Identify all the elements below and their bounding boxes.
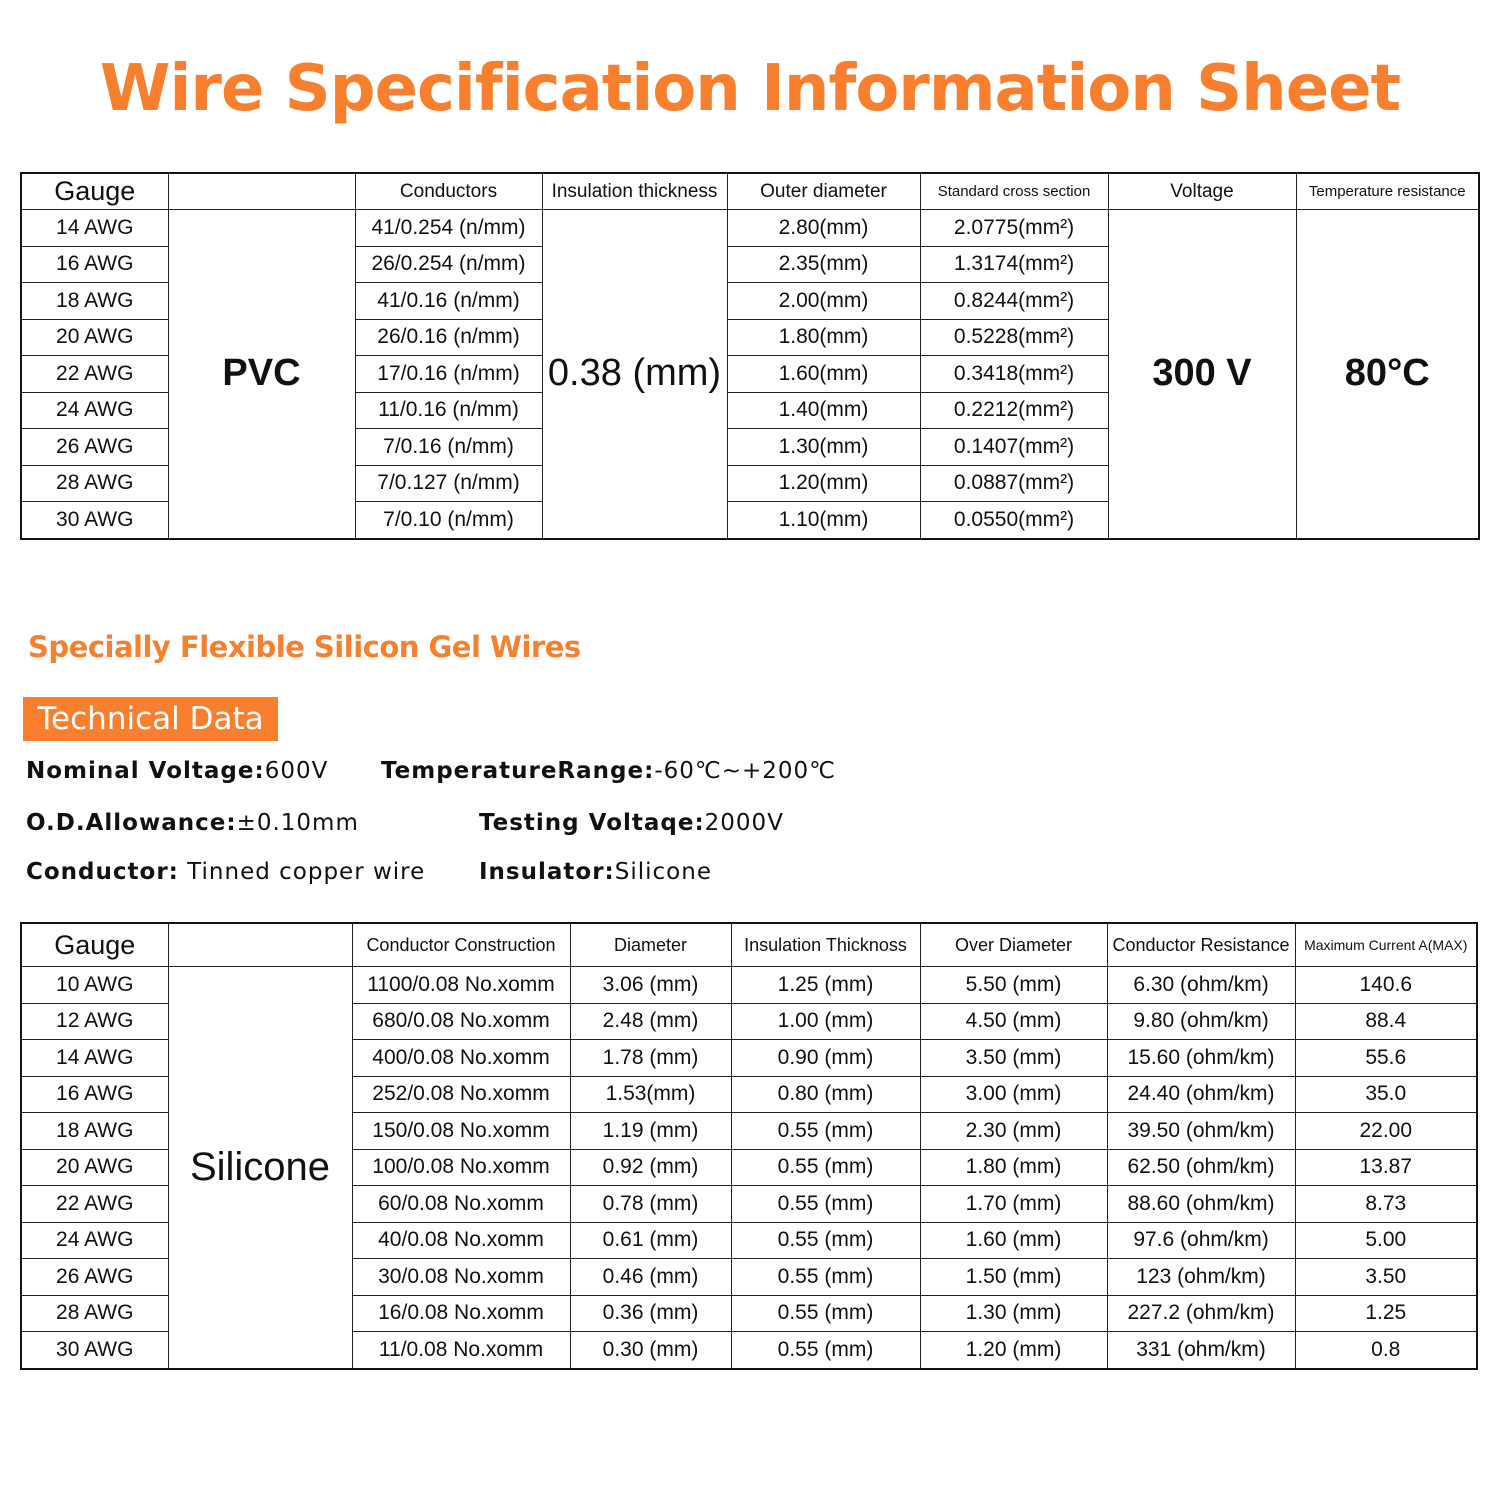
gauge-cell: 28 AWG (21, 1295, 168, 1332)
resistance-cell: 331 (ohm/km) (1107, 1332, 1295, 1369)
conductors-cell: 17/0.16 (n/mm) (355, 356, 542, 393)
pvc-header-gauge: Gauge (21, 173, 168, 210)
max-current-cell: 3.50 (1295, 1259, 1477, 1296)
construction-cell: 40/0.08 No.xomm (352, 1222, 570, 1259)
material-cell: Silicone (168, 967, 352, 1369)
spec-value: Tinned copper wire (178, 859, 426, 885)
insulation-cell: 0.55 (mm) (731, 1149, 920, 1186)
max-current-cell: 0.8 (1295, 1332, 1477, 1369)
technical-data-badge: Technical Data (23, 697, 278, 741)
gauge-cell: 14 AWG (21, 210, 168, 247)
silicone-header-material (168, 923, 352, 967)
conductors-cell: 41/0.254 (n/mm) (355, 210, 542, 247)
max-current-cell: 8.73 (1295, 1186, 1477, 1223)
pvc-header-outer-diameter: Outer diameter (727, 173, 920, 210)
over-diameter-cell: 5.50 (mm) (920, 967, 1107, 1004)
diameter-cell: 1.53(mm) (570, 1076, 731, 1113)
insulation-cell: 1.00 (mm) (731, 1003, 920, 1040)
spec-value: 2000V (704, 810, 784, 836)
gauge-cell: 22 AWG (21, 1186, 168, 1223)
conductors-cell: 7/0.127 (n/mm) (355, 465, 542, 502)
gauge-cell: 14 AWG (21, 1040, 168, 1077)
insulation-cell: 0.55 (mm) (731, 1222, 920, 1259)
cross-section-cell: 0.2212(mm²) (920, 392, 1108, 429)
outer-diameter-cell: 2.35(mm) (727, 246, 920, 283)
pvc-header-conductors: Conductors (355, 173, 542, 210)
diameter-cell: 0.30 (mm) (570, 1332, 731, 1369)
silicone-header-resistance: Conductor Resistance (1107, 923, 1295, 967)
construction-cell: 100/0.08 No.xomm (352, 1149, 570, 1186)
diameter-cell: 0.36 (mm) (570, 1295, 731, 1332)
outer-diameter-cell: 1.30(mm) (727, 429, 920, 466)
silicone-header-insulation: Insulation Thicknoss (731, 923, 920, 967)
gauge-cell: 26 AWG (21, 429, 168, 466)
cross-section-cell: 0.0887(mm²) (920, 465, 1108, 502)
spec-value: 600V (264, 758, 329, 784)
spec-label: Nominal Voltage: (26, 758, 265, 784)
insulation-cell: 0.55 (mm) (731, 1295, 920, 1332)
gauge-cell: 30 AWG (21, 502, 168, 539)
conductors-cell: 7/0.16 (n/mm) (355, 429, 542, 466)
temperature-range-spec (381, 758, 836, 784)
insulator-spec (479, 859, 712, 885)
max-current-cell: 22.00 (1295, 1113, 1477, 1150)
resistance-cell: 88.60 (ohm/km) (1107, 1186, 1295, 1223)
over-diameter-cell: 1.20 (mm) (920, 1332, 1107, 1369)
page-title: Wire Specification Information Sheet (99, 52, 1401, 126)
cross-section-cell: 0.0550(mm²) (920, 502, 1108, 539)
cross-section-cell: 0.3418(mm²) (920, 356, 1108, 393)
insulation-cell: 0.55 (mm) (731, 1186, 920, 1223)
gauge-cell: 28 AWG (21, 465, 168, 502)
construction-cell: 400/0.08 No.xomm (352, 1040, 570, 1077)
diameter-cell: 1.78 (mm) (570, 1040, 731, 1077)
silicone-header-max-current: Maximum Current A(MAX) (1295, 923, 1477, 967)
resistance-cell: 227.2 (ohm/km) (1107, 1295, 1295, 1332)
gauge-cell: 16 AWG (21, 1076, 168, 1113)
cross-section-cell: 0.8244(mm²) (920, 283, 1108, 320)
spec-label: TemperatureRange: (381, 758, 655, 784)
resistance-cell: 62.50 (ohm/km) (1107, 1149, 1295, 1186)
max-current-cell: 5.00 (1295, 1222, 1477, 1259)
construction-cell: 30/0.08 No.xomm (352, 1259, 570, 1296)
insulation-cell: 1.25 (mm) (731, 967, 920, 1004)
pvc-header-material (168, 173, 355, 210)
outer-diameter-cell: 1.80(mm) (727, 319, 920, 356)
spec-label: O.D.Allowance: (26, 810, 237, 836)
over-diameter-cell: 1.50 (mm) (920, 1259, 1107, 1296)
over-diameter-cell: 2.30 (mm) (920, 1113, 1107, 1150)
diameter-cell: 0.92 (mm) (570, 1149, 731, 1186)
resistance-cell: 39.50 (ohm/km) (1107, 1113, 1295, 1150)
pvc-header-temperature: Temperature resistance (1296, 173, 1479, 210)
spec-value: -60℃~+200℃ (654, 758, 836, 784)
resistance-cell: 9.80 (ohm/km) (1107, 1003, 1295, 1040)
gauge-cell: 20 AWG (21, 319, 168, 356)
construction-cell: 252/0.08 No.xomm (352, 1076, 570, 1113)
cross-section-cell: 2.0775(mm²) (920, 210, 1108, 247)
nominal-voltage-spec (26, 758, 328, 784)
max-current-cell: 1.25 (1295, 1295, 1477, 1332)
construction-cell: 16/0.08 No.xomm (352, 1295, 570, 1332)
max-current-cell: 35.0 (1295, 1076, 1477, 1113)
conductors-cell: 41/0.16 (n/mm) (355, 283, 542, 320)
resistance-cell: 15.60 (ohm/km) (1107, 1040, 1295, 1077)
spec-label: Conductor: (26, 859, 179, 885)
conductor-spec (26, 859, 425, 885)
over-diameter-cell: 1.60 (mm) (920, 1222, 1107, 1259)
max-current-cell: 88.4 (1295, 1003, 1477, 1040)
od-allowance-spec (26, 810, 359, 836)
resistance-cell: 24.40 (ohm/km) (1107, 1076, 1295, 1113)
insulation-cell: 0.80 (mm) (731, 1076, 920, 1113)
construction-cell: 1100/0.08 No.xomm (352, 967, 570, 1004)
outer-diameter-cell: 1.40(mm) (727, 392, 920, 429)
silicone-header-row (21, 923, 1477, 967)
insulation-cell: 0.55 (mm) (731, 1332, 920, 1369)
over-diameter-cell: 1.70 (mm) (920, 1186, 1107, 1223)
silicone-header-construction: Conductor Construction (352, 923, 570, 967)
gauge-cell: 24 AWG (21, 1222, 168, 1259)
construction-cell: 150/0.08 No.xomm (352, 1113, 570, 1150)
over-diameter-cell: 3.00 (mm) (920, 1076, 1107, 1113)
diameter-cell: 2.48 (mm) (570, 1003, 731, 1040)
pvc-header-insulation: Insulation thickness (542, 173, 727, 210)
spec-value: ±0.10mm (236, 810, 359, 836)
insulation-cell: 0.55 (mm) (731, 1259, 920, 1296)
cross-section-cell: 0.5228(mm²) (920, 319, 1108, 356)
over-diameter-cell: 1.80 (mm) (920, 1149, 1107, 1186)
resistance-cell: 6.30 (ohm/km) (1107, 967, 1295, 1004)
diameter-cell: 3.06 (mm) (570, 967, 731, 1004)
spec-label: Insulator: (479, 859, 615, 885)
spec-label: Testing Voltaqe: (479, 810, 705, 836)
over-diameter-cell: 4.50 (mm) (920, 1003, 1107, 1040)
outer-diameter-cell: 1.10(mm) (727, 502, 920, 539)
over-diameter-cell: 3.50 (mm) (920, 1040, 1107, 1077)
pvc-header-cross-section: Standard cross section (920, 173, 1108, 210)
gauge-cell: 18 AWG (21, 1113, 168, 1150)
gauge-cell: 12 AWG (21, 1003, 168, 1040)
conductors-cell: 11/0.16 (n/mm) (355, 392, 542, 429)
conductors-cell: 26/0.16 (n/mm) (355, 319, 542, 356)
voltage-cell: 300 V (1108, 210, 1296, 539)
temperature-cell: 80°C (1296, 210, 1479, 539)
testing-voltage-spec (479, 810, 784, 836)
pvc-header-voltage: Voltage (1108, 173, 1296, 210)
diameter-cell: 0.61 (mm) (570, 1222, 731, 1259)
cross-section-cell: 0.1407(mm²) (920, 429, 1108, 466)
silicone-section-title: Specially Flexible Silicon Gel Wires (28, 630, 581, 664)
pvc-spec-table (20, 172, 1480, 540)
diameter-cell: 0.46 (mm) (570, 1259, 731, 1296)
max-current-cell: 55.6 (1295, 1040, 1477, 1077)
table-row (21, 210, 1479, 247)
insulation-cell: 0.90 (mm) (731, 1040, 920, 1077)
pvc-header-row (21, 173, 1479, 210)
diameter-cell: 0.78 (mm) (570, 1186, 731, 1223)
gauge-cell: 24 AWG (21, 392, 168, 429)
outer-diameter-cell: 1.60(mm) (727, 356, 920, 393)
max-current-cell: 140.6 (1295, 967, 1477, 1004)
construction-cell: 11/0.08 No.xomm (352, 1332, 570, 1369)
outer-diameter-cell: 2.00(mm) (727, 283, 920, 320)
spec-value: Silicone (614, 859, 712, 885)
resistance-cell: 97.6 (ohm/km) (1107, 1222, 1295, 1259)
gauge-cell: 10 AWG (21, 967, 168, 1004)
gauge-cell: 16 AWG (21, 246, 168, 283)
insulation-thickness-cell: 0.38 (mm) (542, 210, 727, 539)
silicone-spec-table (20, 922, 1478, 1370)
max-current-cell: 13.87 (1295, 1149, 1477, 1186)
construction-cell: 680/0.08 No.xomm (352, 1003, 570, 1040)
silicone-header-over-diameter: Over Diameter (920, 923, 1107, 967)
gauge-cell: 18 AWG (21, 283, 168, 320)
gauge-cell: 26 AWG (21, 1259, 168, 1296)
cross-section-cell: 1.3174(mm²) (920, 246, 1108, 283)
over-diameter-cell: 1.30 (mm) (920, 1295, 1107, 1332)
silicone-header-diameter: Diameter (570, 923, 731, 967)
gauge-cell: 22 AWG (21, 356, 168, 393)
gauge-cell: 20 AWG (21, 1149, 168, 1186)
conductors-cell: 7/0.10 (n/mm) (355, 502, 542, 539)
diameter-cell: 1.19 (mm) (570, 1113, 731, 1150)
outer-diameter-cell: 1.20(mm) (727, 465, 920, 502)
material-cell: PVC (168, 210, 355, 539)
resistance-cell: 123 (ohm/km) (1107, 1259, 1295, 1296)
insulation-cell: 0.55 (mm) (731, 1113, 920, 1150)
table-row (21, 967, 1477, 1004)
conductors-cell: 26/0.254 (n/mm) (355, 246, 542, 283)
silicone-header-gauge: Gauge (21, 923, 168, 967)
construction-cell: 60/0.08 No.xomm (352, 1186, 570, 1223)
gauge-cell: 30 AWG (21, 1332, 168, 1369)
outer-diameter-cell: 2.80(mm) (727, 210, 920, 247)
